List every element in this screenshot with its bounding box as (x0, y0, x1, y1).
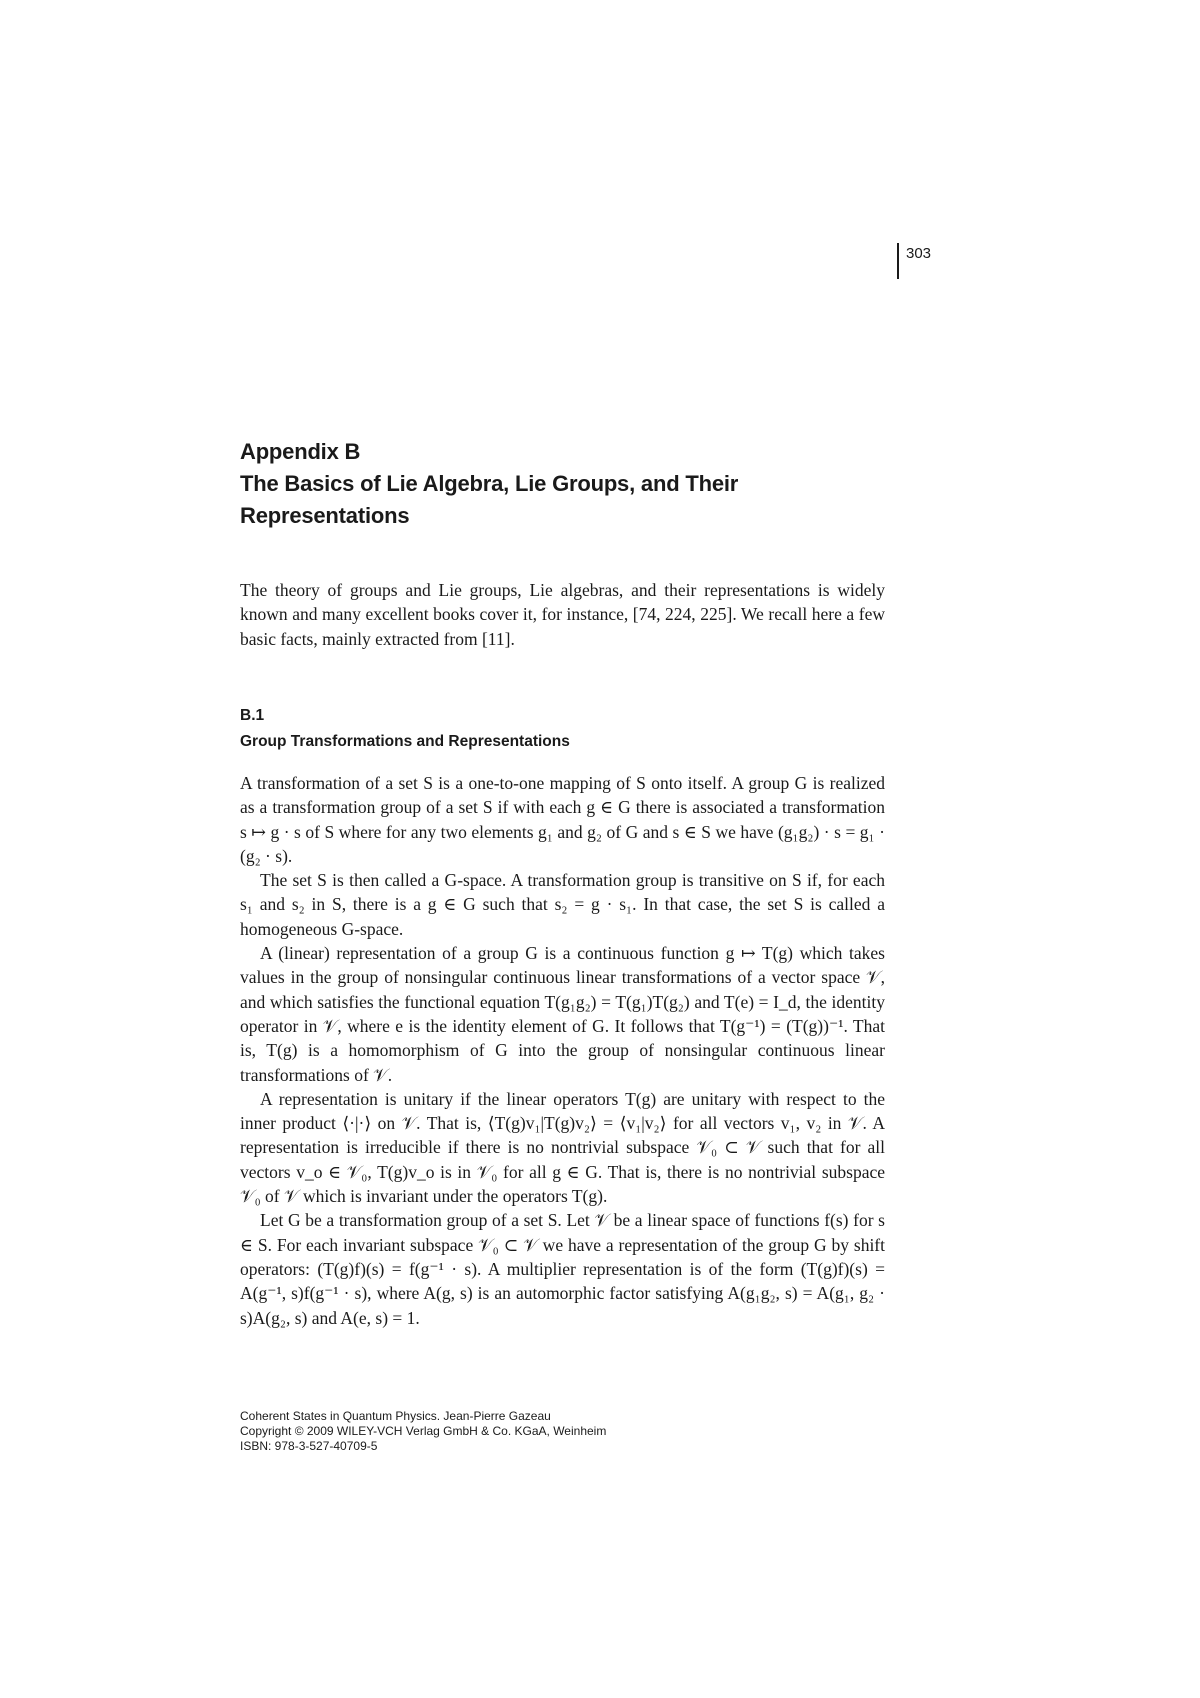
chapter-title-line-1: The Basics of Lie Algebra, Lie Groups, and Their (240, 471, 739, 496)
paragraph-unitary: A representation is unitary if the linear operators T(g) are unitary with respect to the inner product ⟨·|·⟩ on 𝒱. That is, ⟨T(g)v₁|T(g)v₂⟩ = ⟨v₁|v₂⟩ for all vectors v₁, v₂ in 𝒱. A representation is irreducible if there is no nontrivial subspace 𝒱₀ ⊂ 𝒱 such that for all vectors v_o ∈ 𝒱₀, T(g)v_o is in 𝒱₀ for all g ∈ G. That is, there is no nontrivial subspace 𝒱₀ of 𝒱 which is invariant under the operators T(g). (240, 1088, 885, 1207)
footer-copyright-line: Copyright © 2009 WILEY-VCH Verlag GmbH & Co. KGaA, Weinheim (240, 1424, 607, 1438)
footer-isbn-line: ISBN: 978-3-527-40709-5 (240, 1439, 378, 1453)
intro-text (240, 578, 885, 651)
section-title: Group Transformations and Representations (240, 733, 570, 750)
footer-book-line: Coherent States in Quantum Physics. Jean-Pierre Gazeau (240, 1409, 551, 1423)
paragraph-representation: A (linear) representation of a group G is a continuous function g ↦ T(g) which takes values in the group of nonsingular continuous linear transformations of a vector space 𝒱, and which satisfies the functional equation T(g₁g₂) = T(g₁)T(g₂) and T(e) = I_d, the identity operator in 𝒱, where e is the identity element of G. It follows that T(g⁻¹) = (T(g))⁻¹. That is, T(g) is a homomorphism of G into the group of nonsingular continuous linear transformations of 𝒱. (240, 943, 885, 1085)
section-body (240, 771, 885, 1330)
paragraph-multiplier: Let G be a transformation group of a set S. Let 𝒱 be a linear space of functions f(s) for s ∈ S. For each invariant subspace 𝒱₀ ⊂ 𝒱 we have a representation of the group G by shift operators: (T(g)f)(s) = f(g⁻¹ · s). A multiplier representation is of the form (T(g)f)(s) = A(g⁻¹, s)f(g⁻¹ · s), where A(g, s) is an automorphic factor satisfying A(g₁g₂, s) = A(g₁, g₂ · s)A(g₂, s) and A(e, s) = 1. (240, 1210, 885, 1328)
intro-paragraph: The theory of groups and Lie groups, Lie algebras, and their representations is widely known and many excellent books cover it, for instance, [74, 224, 225]. We recall here a few basic facts, mainly extracted from [11]. (240, 580, 885, 649)
chapter-title-line-2: Representations (240, 503, 410, 528)
page-number: 303 (906, 245, 932, 262)
page-rule (897, 243, 899, 279)
chapter-heading (240, 436, 960, 532)
section-heading (240, 703, 570, 755)
copyright-footer (240, 1409, 606, 1454)
paragraph-g-space: The set S is then called a G-space. A transformation group is transitive on S if, for each s₁ and s₂ in S, there is a g ∈ G such that s₂ = g · s₁. In that case, the set S is called a homogeneous G-space. (240, 870, 885, 939)
chapter-label: Appendix B (240, 439, 361, 464)
paragraph-transformation: A transformation of a set S is a one-to-one mapping of S onto itself. A group G is realized as a transformation group of a set S if with each g ∈ G there is associated a transformation s ↦ g · s of S where for any two elements g₁ and g₂ of G and s ∈ S we have (g₁g₂) · s = g₁ · (g₂ · s). (240, 773, 885, 866)
section-number: B.1 (240, 707, 265, 724)
